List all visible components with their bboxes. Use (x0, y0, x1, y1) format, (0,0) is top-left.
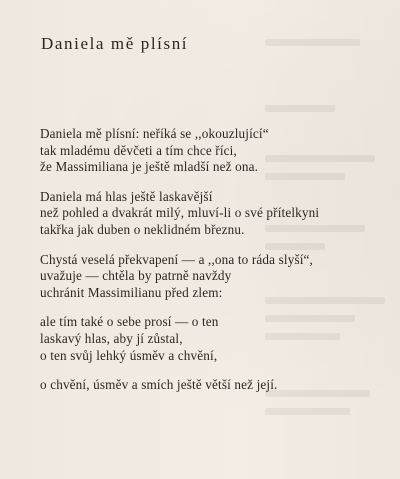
poem-line: o ten svůj lehký úsměv a chvění, (40, 347, 218, 363)
poem-line: Chystá veselá překvapení — a ,,ona to ráda slyší“, (40, 251, 314, 267)
poem-line: ale tím také o sebe prosí — o ten (40, 314, 219, 330)
poem-title: Daniela mě plísní (41, 34, 189, 53)
poem-line: Daniela mě plísní: neříká se ,,okouzlující“ (40, 126, 269, 141)
poem-line: tak mladému děvčeti a tím chce říci, (40, 142, 237, 158)
poem-line: že Massimiliana je ještě mladší než ona. (40, 159, 259, 175)
stanza-4 (40, 314, 390, 364)
stanza-5 (40, 377, 390, 394)
stanza-3 (40, 252, 390, 302)
poem-body (40, 126, 390, 407)
poem-line: Daniela má hlas ještě laskavější (40, 188, 213, 204)
poem-line: uchránit Massimilianu před zlem: (40, 284, 223, 300)
poem-line: uvažuje — chtěla by patrně navždy (40, 268, 232, 284)
poem-line: o chvění, úsměv a smích ještě větší než její. (40, 377, 278, 393)
poem-line: laskavý hlas, aby jí zůstal, (40, 330, 183, 346)
stanza-1 (40, 126, 390, 176)
poem-line: takřka jak duben o neklidném březnu. (40, 221, 245, 237)
stanza-2 (40, 189, 390, 239)
poem-line: než pohled a dvakrát milý, mluví-li o své přítelkyni (40, 205, 320, 221)
